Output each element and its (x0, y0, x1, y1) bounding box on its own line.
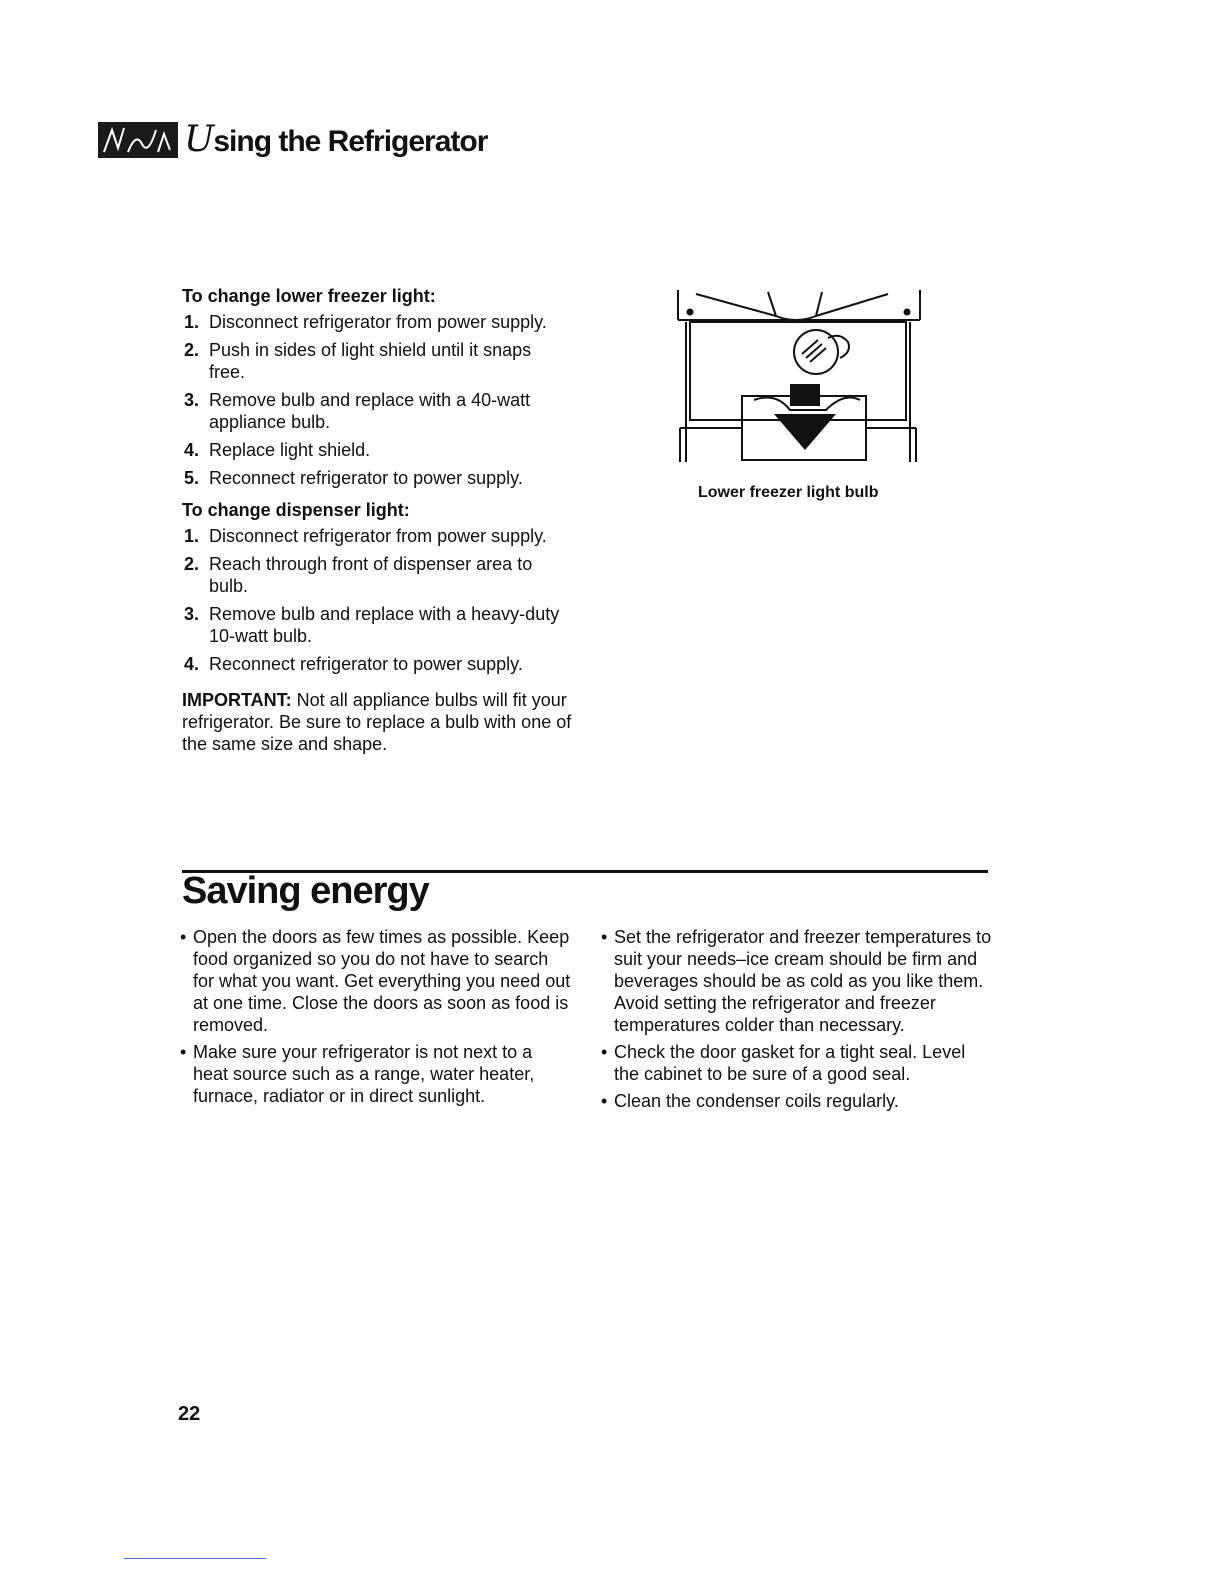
important-label: IMPORTANT: (182, 690, 292, 710)
title-script-letter: U (184, 119, 214, 160)
saving-energy-heading: Saving energy (182, 870, 429, 912)
important-text: Not all appliance bulbs will fit your refrigerator. Be sure to replace a bulb with one of the same size and shape. (182, 690, 572, 754)
freezer-light-illustration (676, 288, 926, 473)
list-item: • Open the doors as few times as possible. Keep food organized so you do not have to search for what you want. Get everything you need out at one time. Close the doors as soon as food is removed. (180, 926, 572, 1036)
dispenser-light-steps (182, 525, 572, 675)
list-item: • Check the door gasket for a tight seal. Level the cabinet to be sure of a good seal. (601, 1041, 993, 1085)
list-item (182, 467, 572, 489)
step-number: 3. (184, 604, 200, 624)
list-item (182, 525, 572, 547)
freezer-light-steps (182, 311, 572, 489)
list-item (182, 389, 572, 433)
step-number: 4. (184, 654, 200, 674)
footer-divider (124, 1558, 266, 1559)
page-header (98, 119, 488, 160)
list-item (182, 339, 572, 383)
step-text: Push in sides of light shield until it snaps free. (209, 340, 532, 382)
list-item (182, 311, 572, 333)
list-item (182, 603, 572, 647)
light-bulb-diagram-icon (676, 288, 926, 468)
energy-tips-right (601, 926, 993, 1117)
list-item: • Set the refrigerator and freezer temperatures to suit your needs–ice cream should be firm and beverages should be as cold as you like them. Avoid setting the refrigerator and freezer temperatures colder than necessary. (601, 926, 993, 1036)
step-number: 2. (184, 554, 200, 574)
step-text: Reconnect refrigerator to power supply. (209, 654, 523, 674)
important-note (182, 689, 572, 755)
list-item (182, 553, 572, 597)
step-number: 4. (184, 440, 200, 460)
energy-tips-left (180, 926, 572, 1112)
list-item (182, 439, 572, 461)
step-text: Replace light shield. (209, 440, 371, 460)
figure-caption: Lower freezer light bulb (698, 484, 879, 501)
freezer-light-heading: To change lower freezer light: (182, 286, 436, 306)
step-number: 1. (184, 526, 200, 546)
step-text: Reconnect refrigerator to power supply. (209, 468, 523, 488)
list-item (182, 653, 572, 675)
step-text: Disconnect refrigerator from power supply. (209, 526, 547, 546)
step-text: Disconnect refrigerator from power supply. (209, 312, 547, 332)
step-number: 1. (184, 312, 200, 332)
section-logo-icon (98, 122, 178, 158)
step-text: Reach through front of dispenser area to bulb. (209, 554, 533, 596)
list-item: • Clean the condenser coils regularly. (601, 1090, 993, 1112)
step-text: Remove bulb and replace with a 40-watt appliance bulb. (209, 390, 531, 432)
step-number: 3. (184, 390, 200, 410)
step-number: 5. (184, 468, 200, 488)
step-text: Remove bulb and replace with a heavy-duty 10-watt bulb. (209, 604, 560, 646)
dispenser-light-heading: To change dispenser light: (182, 500, 410, 520)
instructions-column (182, 285, 572, 755)
title-text: sing the Refrigerator (213, 125, 488, 158)
list-item: • Make sure your refrigerator is not next to a heat source such as a range, water heater, furnace, radiator or in direct sunlight. (180, 1041, 572, 1107)
page-title (184, 119, 488, 160)
page-number: 22 (178, 1403, 201, 1425)
step-number: 2. (184, 340, 200, 360)
